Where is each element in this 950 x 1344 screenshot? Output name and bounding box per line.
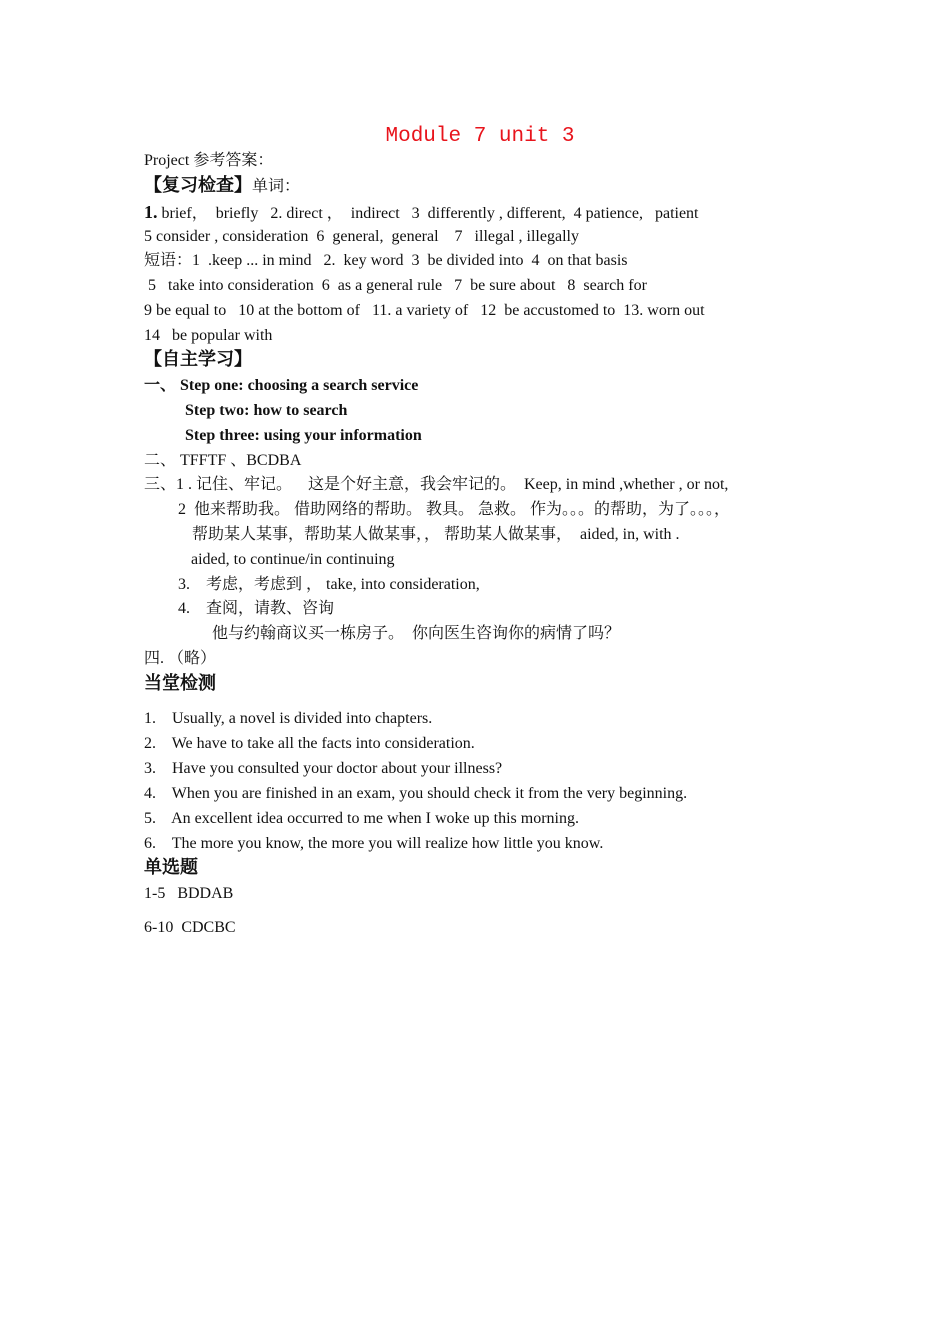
test-item: 4. When you are finished in an exam, you should check it from the very beginning. [144, 785, 688, 802]
test-item: 5. An excellent idea occurred to me when I woke up this morning. [144, 810, 579, 827]
words-label: 单词： [252, 178, 301, 195]
part-three-line-2: 2 他来帮助我。 借助网络的帮助。 教具。 急救。 作为。。。的帮助，为了。。。， [178, 501, 731, 518]
part-two-answers: 二、 TFFTF 、BCDBA [144, 452, 302, 469]
part-three-line-1: 三、1 . 记住、牢记。 这是个好主意，我会牢记的。 Keep, in mind ,whether , or not, [144, 476, 729, 493]
part-one-prefix: 一、 [144, 377, 181, 394]
test-item: 6. The more you know, the more you will realize how little you know. [144, 835, 604, 852]
intro-line: Project 参考答案： [144, 152, 274, 169]
words-number: 1. [144, 202, 158, 222]
test-item: 3. Have you consulted your doctor about your illness? [144, 760, 503, 777]
words-line-1 [144, 202, 699, 224]
step-two: Step two: how to search [185, 402, 348, 419]
class-test-heading: 当堂检测 [144, 673, 216, 694]
step-three: Step three: using your information [185, 427, 422, 444]
page-title: Module 7 unit 3 [385, 125, 575, 148]
part-three-item-3: 3. 考虑，考虑到 ， take, into consideration, [178, 576, 480, 593]
multiple-choice-heading: 单选题 [144, 857, 198, 878]
words-line-2: 5 consider , consideration 6 general, general 7 illegal , illegally [144, 228, 579, 245]
test-item: 2. We have to take all the facts into consideration. [144, 735, 475, 752]
part-three-line-4: aided, to continue/in continuing [191, 551, 395, 568]
phrases-line-3: 9 be equal to 10 at the bottom of 11. a variety of 12 be accustomed to 13. worn out [144, 302, 705, 319]
part-three-example: 他与约翰商议买一栋房子。 你向医生咨询你的病情了吗？ [212, 625, 621, 642]
answers-1-5: 1-5 BDDAB [144, 885, 234, 902]
review-heading-line [144, 175, 300, 197]
phrases-line-4: 14 be popular with [144, 327, 273, 344]
self-study-heading: 【自主学习】 [144, 349, 252, 370]
answers-6-10: 6-10 CDCBC [144, 919, 236, 936]
review-heading: 【复习检查】 [144, 175, 252, 196]
words-text-1: brief， briefly 2. direct ， indirect 3 differently , different, 4 patience, patient [157, 205, 699, 222]
phrases-line-2: 5 take into consideration 6 as a general rule 7 be sure about 8 search for [144, 277, 647, 294]
phrases-line-1: 短语：1 .keep ... in mind 2. key word 3 be divided into 4 on that basis [144, 252, 628, 269]
test-item: 1. Usually, a novel is divided into chapters. [144, 710, 433, 727]
part-three-line-3: 帮助某人某事，帮助某人做某事，， 帮助某人做某事， aided, in, with . [192, 526, 680, 543]
part-three-item-4: 4. 查阅，请教、咨询 [178, 600, 335, 617]
step-one-line [144, 376, 418, 396]
part-four: 四. （略） [144, 650, 217, 667]
step-one: Step one: choosing a search service [180, 377, 419, 394]
